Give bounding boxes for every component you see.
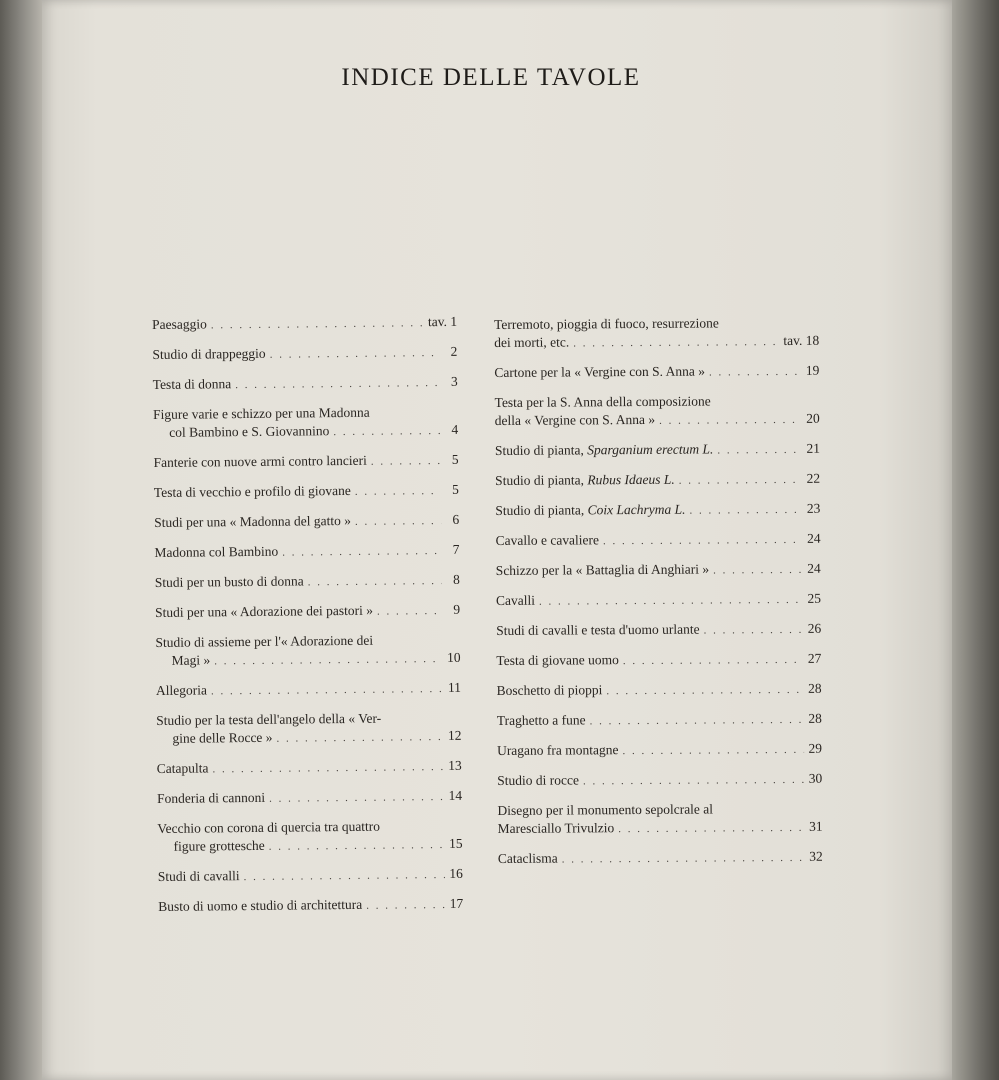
index-entry bbox=[496, 530, 821, 551]
plate-number: 11 bbox=[447, 679, 461, 695]
entry-title-line: Studi per un busto di donna bbox=[154, 573, 304, 590]
dot-leader bbox=[704, 621, 804, 640]
dot-leader bbox=[235, 374, 440, 394]
plate-number: 17 bbox=[449, 895, 464, 911]
plate-number: 28 bbox=[808, 680, 822, 696]
plate-number: 22 bbox=[806, 470, 821, 486]
index-entry bbox=[497, 740, 822, 761]
dot-leader bbox=[618, 819, 804, 838]
dot-leader bbox=[709, 363, 802, 382]
dot-leader bbox=[276, 728, 443, 748]
entry-title-line: Cavallo e cavaliere bbox=[495, 532, 600, 548]
dot-leader bbox=[622, 741, 804, 760]
plate-number: 29 bbox=[808, 740, 823, 756]
dot-leader bbox=[270, 344, 440, 364]
dot-leader bbox=[214, 650, 443, 670]
entry-title-line: Studi per una « Madonna del gatto » bbox=[154, 512, 352, 530]
index-entry bbox=[494, 314, 819, 353]
dot-leader bbox=[603, 531, 803, 550]
plate-number: 14 bbox=[448, 787, 463, 803]
index-entry bbox=[157, 787, 462, 809]
dot-leader bbox=[355, 482, 441, 501]
entry-title-line: Cataclisma bbox=[497, 850, 558, 866]
entry-title-line: Fanterie con nuove armi contro lancieri bbox=[153, 452, 367, 470]
entry-title-line: Madonna col Bambino bbox=[154, 543, 279, 560]
entry-title-line: Studio di pianta, Sparganium erectum L. bbox=[494, 441, 714, 458]
plate-number: 16 bbox=[449, 865, 463, 881]
index-entry bbox=[152, 313, 457, 335]
entry-title-line: Magi » bbox=[171, 652, 211, 668]
entry-title-line: Studi di cavalli e testa d'uomo urlante bbox=[496, 621, 700, 638]
dot-leader bbox=[590, 711, 804, 730]
entry-title-line: Studio di rocce bbox=[497, 772, 580, 788]
index-entry bbox=[496, 620, 821, 641]
dot-leader bbox=[713, 561, 803, 580]
dot-leader bbox=[211, 314, 424, 334]
plate-number: 10 bbox=[447, 649, 461, 665]
entry-title-line: Paesaggio bbox=[152, 316, 207, 332]
entry-title-line: Catapulta bbox=[156, 760, 209, 776]
dot-leader bbox=[355, 512, 441, 531]
index-entry bbox=[495, 500, 820, 521]
dot-leader bbox=[606, 681, 803, 700]
index-entry bbox=[152, 343, 457, 365]
entry-title-line: Studio di assieme per l'« Adorazione dei bbox=[155, 632, 374, 650]
index-entry bbox=[497, 680, 822, 701]
plate-number: 30 bbox=[808, 770, 823, 786]
index-entry bbox=[158, 865, 463, 887]
index-entry bbox=[495, 392, 820, 431]
dot-leader bbox=[583, 771, 804, 791]
plate-number: 7 bbox=[452, 541, 460, 557]
dot-leader bbox=[282, 542, 441, 562]
plate-number: 31 bbox=[809, 818, 823, 834]
entry-title-line: Studio di drappeggio bbox=[152, 345, 266, 362]
index-column-left bbox=[152, 313, 463, 928]
plate-number: 21 bbox=[806, 440, 820, 456]
entry-title-line: Maresciallo Trivulzio bbox=[497, 820, 615, 836]
plate-number: 5 bbox=[452, 481, 459, 497]
index-entry bbox=[497, 800, 822, 839]
index-entry bbox=[154, 541, 459, 563]
index-entry bbox=[496, 590, 821, 611]
entry-title-line: Terremoto, pioggia di fuoco, resurrezione bbox=[494, 315, 719, 332]
plate-number: 28 bbox=[808, 710, 822, 726]
entry-title-line: Uragano fra montagne bbox=[496, 742, 619, 758]
plate-number: 15 bbox=[448, 835, 463, 851]
plate-number: 4 bbox=[451, 421, 459, 437]
dot-leader bbox=[659, 411, 802, 430]
plate-number: 9 bbox=[453, 601, 461, 617]
entry-title-line: Studio di pianta, Rubus Idaeus L. bbox=[495, 471, 675, 488]
plate-number: 5 bbox=[451, 451, 459, 467]
plate-number: 19 bbox=[805, 362, 820, 378]
entry-title-line: Fonderia di cannoni bbox=[156, 789, 266, 806]
dot-leader bbox=[679, 471, 802, 490]
plate-number: 24 bbox=[807, 560, 821, 576]
index-entry bbox=[153, 451, 458, 473]
page-title: INDICE DELLE TAVOLE bbox=[341, 64, 641, 91]
index-entry bbox=[496, 560, 821, 581]
plate-number: 12 bbox=[447, 727, 462, 743]
plate-number: 3 bbox=[450, 373, 458, 389]
index-entry bbox=[495, 440, 820, 461]
entry-title-line: Testa di giovane uomo bbox=[496, 652, 619, 668]
plate-number: 25 bbox=[807, 590, 822, 606]
plate-number: 20 bbox=[806, 410, 820, 426]
dot-leader bbox=[377, 602, 442, 621]
dot-leader bbox=[211, 680, 443, 700]
plate-number: 6 bbox=[452, 511, 460, 527]
index-entry bbox=[498, 848, 823, 869]
entry-title-line: Testa di donna bbox=[152, 376, 232, 392]
plate-number: 27 bbox=[807, 650, 822, 666]
entry-title-line: Vecchio con corona di quercia tra quattro bbox=[157, 818, 381, 836]
dot-leader bbox=[333, 422, 440, 441]
entry-title-line: dei morti, etc. bbox=[494, 334, 570, 350]
index-entry bbox=[154, 511, 459, 533]
book-page bbox=[42, 0, 952, 1080]
entry-title-line: Studi di cavalli bbox=[157, 868, 240, 884]
entry-title-line: Boschetto di pioppi bbox=[496, 682, 603, 698]
entry-title-line: Allegoria bbox=[155, 682, 207, 698]
index-entry bbox=[155, 631, 460, 671]
dot-leader bbox=[689, 501, 802, 520]
entry-title-line: Figure varie e schizzo per una Madonna bbox=[152, 404, 370, 422]
index-entry bbox=[155, 571, 460, 593]
dot-leader bbox=[308, 572, 442, 591]
entry-title-line: della « Vergine con S. Anna » bbox=[494, 411, 656, 428]
index-entry bbox=[157, 757, 462, 779]
index-entry bbox=[153, 403, 458, 443]
index-entry bbox=[155, 601, 460, 623]
dot-leader bbox=[562, 849, 805, 869]
entry-title-line: Testa per la S. Anna della composizione bbox=[494, 393, 711, 410]
plate-number: 13 bbox=[448, 757, 462, 773]
dot-leader bbox=[269, 836, 445, 856]
index-entry bbox=[495, 470, 820, 491]
index-entry bbox=[154, 481, 459, 503]
entry-title-line: Busto di uomo e studio di architettura bbox=[158, 896, 363, 914]
dot-leader bbox=[371, 452, 441, 471]
index-column-right bbox=[494, 314, 823, 880]
dot-leader bbox=[717, 441, 802, 460]
dot-leader bbox=[623, 651, 804, 670]
plate-number: 26 bbox=[807, 620, 822, 636]
plate-number: 23 bbox=[806, 500, 821, 516]
entry-title-line: Traghetto a fune bbox=[496, 712, 586, 728]
entry-title-line: figure grottesche bbox=[173, 837, 265, 854]
dot-leader bbox=[212, 758, 443, 778]
dot-leader bbox=[244, 866, 445, 886]
entry-title-line: gine delle Rocce » bbox=[172, 729, 273, 746]
plate-number: 32 bbox=[809, 848, 823, 864]
entry-title-line: Disegno per il monumento sepolcrale al bbox=[497, 801, 714, 818]
dot-leader bbox=[366, 896, 445, 915]
index-entry bbox=[494, 362, 819, 383]
index-entry bbox=[497, 710, 822, 731]
index-entry bbox=[496, 650, 821, 671]
plate-number: tav. 18 bbox=[783, 332, 820, 348]
dot-leader bbox=[539, 591, 803, 611]
index-entry bbox=[497, 770, 822, 791]
index-entry bbox=[153, 373, 458, 395]
entry-title-line: Schizzo per la « Battaglia di Anghiari » bbox=[495, 561, 710, 578]
plate-number: 2 bbox=[450, 343, 458, 359]
dot-leader bbox=[269, 788, 444, 808]
plate-number: 24 bbox=[807, 530, 821, 546]
dot-leader bbox=[573, 333, 779, 352]
index-entry bbox=[156, 679, 461, 701]
entry-title-line: col Bambino e S. Giovannino bbox=[169, 423, 330, 440]
index-entry bbox=[157, 817, 462, 857]
entry-title-line: Studio di pianta, Coix Lachryma L. bbox=[495, 501, 686, 518]
plate-number: 8 bbox=[452, 571, 460, 587]
entry-title-line: Cavalli bbox=[495, 592, 536, 608]
index-entry bbox=[156, 709, 461, 749]
entry-title-line: Studio per la testa dell'angelo della « Ver- bbox=[156, 710, 382, 728]
plate-number: tav. 1 bbox=[427, 313, 458, 330]
entry-title-line: Testa di vecchio e profilo di giovane bbox=[153, 482, 351, 500]
entry-title-line: Cartone per la « Vergine con S. Anna » bbox=[494, 363, 706, 380]
index-entry bbox=[158, 895, 463, 917]
entry-title-line: Studi per una « Adorazione dei pastori » bbox=[155, 602, 373, 620]
